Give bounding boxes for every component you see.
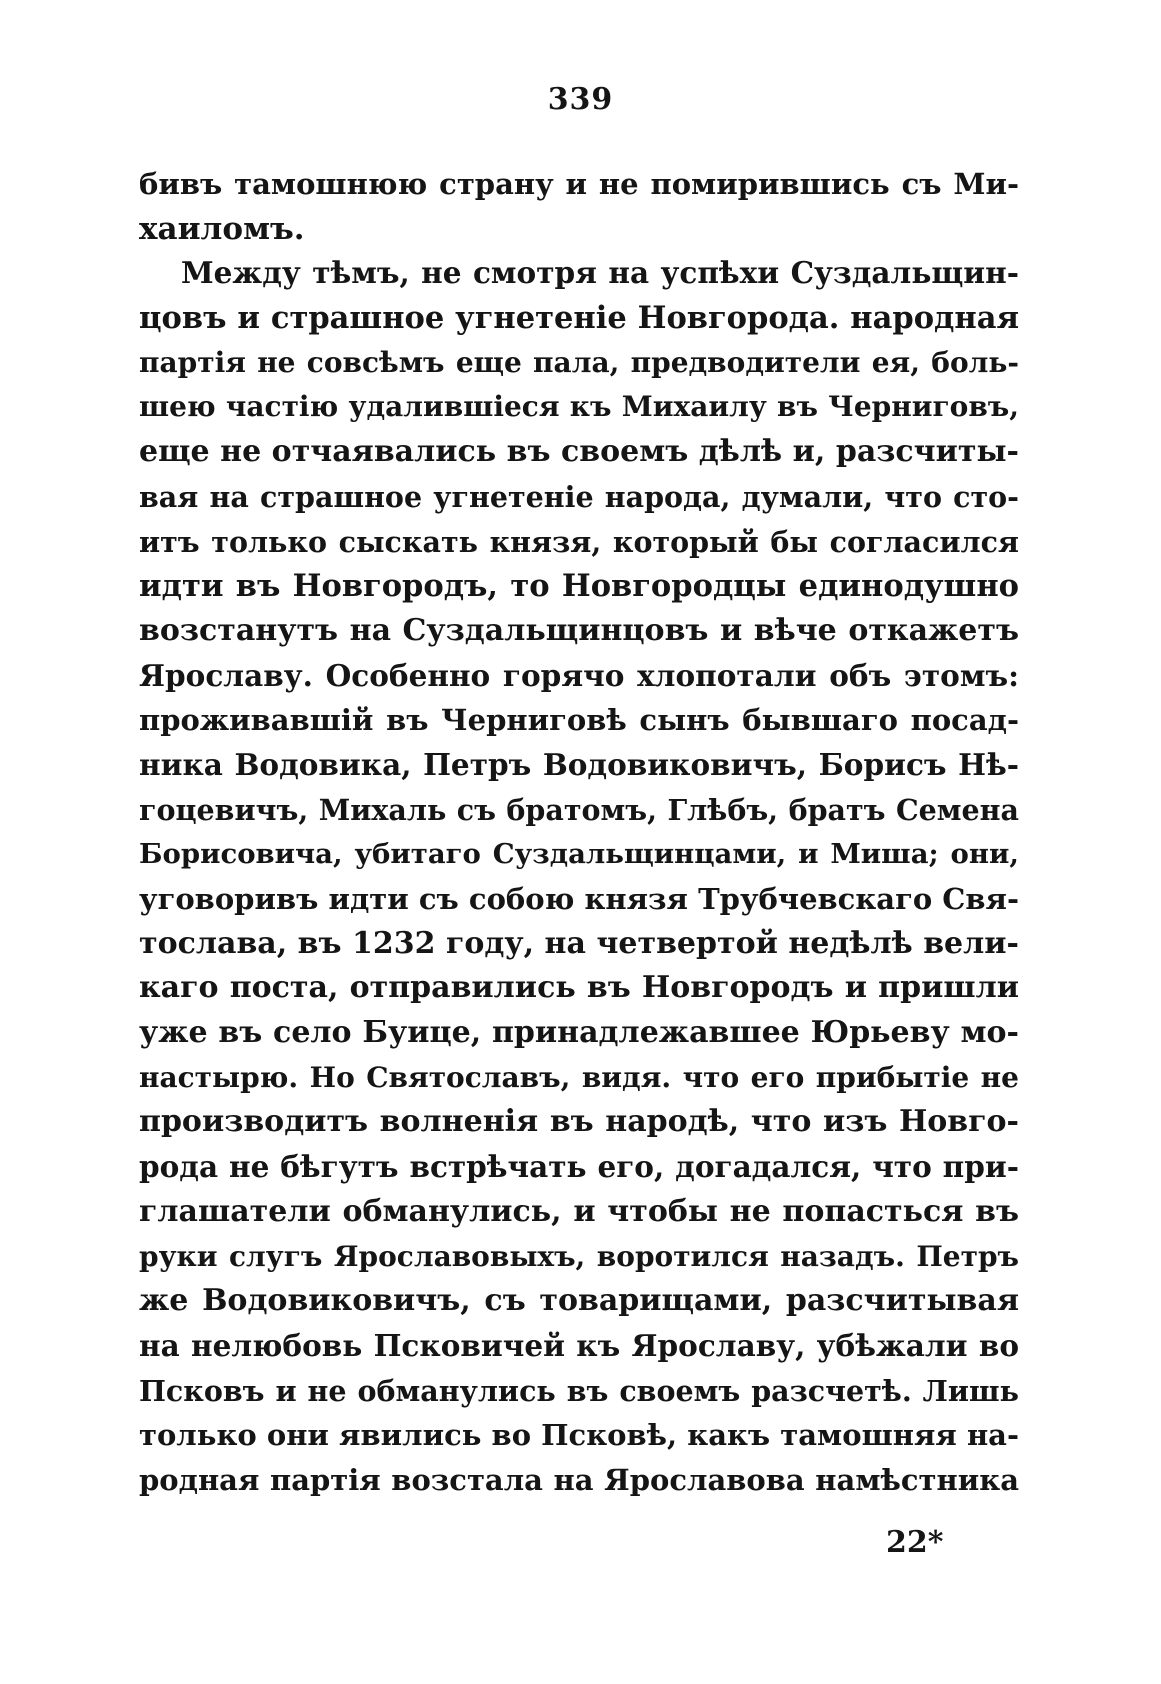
text-line: уговоривъ идти съ собою князя Трубчевскаго Свя- (139, 882, 1019, 916)
text-line: же Водовиковичъ, съ товарищами, разсчитывая (139, 1283, 1019, 1319)
text-line: партiя не совсѣмъ еще пала, предводители ея, боль- (139, 345, 1019, 379)
text-line: только они явились во Псковѣ, какъ тамошняя на- (139, 1418, 1019, 1453)
text-line: Псковъ и не обманулись въ своемъ разсчетѣ. Лишь (139, 1373, 1019, 1408)
text-line: Между тѣмъ, не смотря на успѣхи Суздальщин- (181, 255, 1019, 291)
text-line: родная партiя возстала на Ярославова намѣстника (139, 1462, 1019, 1497)
text-line: Борисовича, убитаго Суздальщинцами, и Миша; они, (139, 838, 1019, 871)
text-line: проживавшiй въ Черниговѣ сынъ бывшаго посад- (139, 703, 1019, 738)
text-line: вая на страшное угнетенiе народа, думали, что сто- (139, 479, 1019, 514)
text-line: настырю. Но Святославъ, видя. что его прибытiе не (139, 1060, 1019, 1094)
text-line: ника Водовика, Петръ Водовиковичъ, Борисъ Нѣ- (139, 746, 1019, 782)
signature-mark: 22* (886, 1525, 944, 1560)
text-line: руки слугъ Ярославовыхъ, воротился назадъ. Петръ (139, 1239, 1019, 1273)
text-line: возстанутъ на Суздальщинцовъ и вѣче откажетъ (139, 612, 1019, 648)
page-number: 339 (547, 82, 614, 117)
text-line: идти въ Новгородъ, то Новгородцы единодушно (139, 568, 1019, 605)
text-line: производитъ волненiя въ народѣ, что изъ Новго- (139, 1104, 1019, 1140)
text-line: Ярославу. Особенно горячо хлопотали объ этомъ: (139, 657, 1019, 693)
text-line: еще не отчаявались въ своемъ дѣлѣ и, разсчиты- (139, 434, 1019, 470)
text-line: тослава, въ 1232 году, на четвертой недѣлѣ вели- (139, 925, 1019, 961)
text-line: шею частiю удалившiеся къ Михаилу въ Черниговъ, (139, 390, 1019, 424)
text-line: каго поста, отправились въ Новгородъ и пришли (139, 970, 1019, 1006)
text-line: на нелюбовь Псковичей къ Ярославу, убѣжали во (139, 1327, 1019, 1363)
text-line: рода не бѣгутъ встрѣчать его, догадался, что при- (139, 1149, 1019, 1185)
text-line: гоцевичъ, Михаль съ братомъ, Глѣбъ, братъ Семена (139, 792, 1019, 827)
text-line: цовъ и страшное угнетенiе Новгорода. народная (139, 300, 1019, 337)
text-line: уже въ село Буице, принадлежавшее Юрьеву мо- (139, 1015, 1019, 1051)
text-line: бивъ тамошнюю страну и не помирившись съ Ми- (139, 167, 1019, 201)
body-text (139, 162, 1019, 1503)
text-line: глашатели обманулись, и чтобы не попасться въ (139, 1193, 1019, 1229)
text-line: итъ только сыскать князя, который бы согласился (139, 524, 1019, 559)
text-line: хаиломъ. (139, 210, 305, 247)
